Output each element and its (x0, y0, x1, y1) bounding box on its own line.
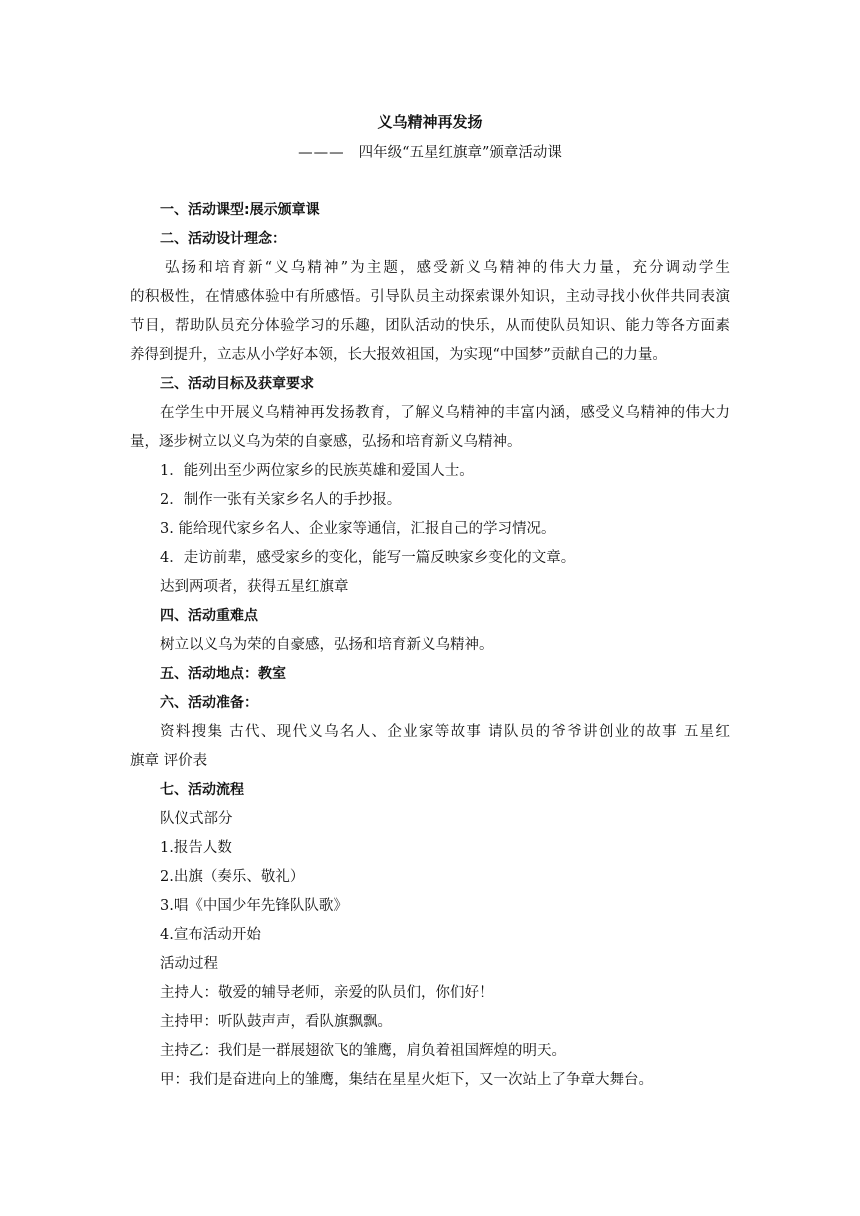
subtitle-dash: ——— (298, 145, 345, 161)
list-item: 4．走访前辈，感受家乡的变化，能写一篇反映家乡变化的文章。 (160, 550, 576, 566)
paragraph-2-line-4: 养得到提升，立志从小学好本领，长大报效祖国，为实现“中国梦”贡献自己的力量。 (130, 347, 667, 363)
subtitle-text: 四年级“五星红旗章”颁章活动课 (358, 145, 562, 161)
flow-item: 3.唱《中国少年先锋队队歌》 (160, 898, 348, 914)
list-item: 3. 能给现代家乡名人、企业家等通信，汇报自己的学习情况。 (160, 521, 556, 537)
list-item: 2．制作一张有关家乡名人的手抄报。 (160, 492, 402, 508)
paragraph-2-line-2: 的积极性，在情感体验中有所感悟。引导队员主动探索课外知识，主动寻找小伙伴共同表演 (130, 289, 730, 305)
paragraph-4: 树立以义乌为荣的自豪感，弘扬和培育新义乌精神。 (160, 637, 494, 653)
paragraph-6-line-1: 资料搜集 古代、现代义乌名人、企业家等故事 请队员的爷爷讲创业的故事 五星红 (160, 724, 730, 740)
paragraph-2-line-3: 节目，帮助队员充分体验学习的乐趣，团队活动的快乐，从而使队员知识、能力等各方面素 (130, 318, 730, 334)
section-heading-6: 六、活动准备： (160, 695, 258, 711)
dialogue-line: 主持甲：听队鼓声声，看队旗飘飘。 (160, 1014, 392, 1030)
dialogue-line: 甲：我们是奋进向上的雏鹰，集结在星星火炬下，又一次站上了争章大舞台。 (160, 1072, 653, 1088)
flow-intro: 队仪式部分 (160, 811, 233, 827)
flow-item: 1.报告人数 (160, 840, 232, 856)
paragraph-6-line-2: 旗章 评价表 (130, 753, 208, 769)
award-requirement: 达到两项者，获得五星红旗章 (160, 579, 349, 595)
process-title: 活动过程 (160, 956, 218, 972)
section-heading-3: 三、活动目标及获章要求 (160, 376, 314, 392)
document-subtitle (0, 141, 860, 162)
section-heading-1: 一、活动课型:展示颁章课 (160, 202, 320, 218)
section-heading-5: 五、活动地点：教室 (160, 666, 286, 682)
paragraph-3-line-1: 在学生中开展义乌精神再发扬教育，了解义乌精神的丰富内涵，感受义乌精神的伟大力 (160, 405, 730, 421)
list-item: 1．能列出至少两位家乡的民族英雄和爱国人士。 (160, 463, 474, 479)
paragraph-2-line-1: 弘扬和培育新“义乌精神”为主题，感受新义乌精神的伟大力量，充分调动学生 (165, 260, 730, 276)
dialogue-line: 主持人：敬爱的辅导老师，亲爱的队员们，你们好！ (160, 985, 494, 1001)
paragraph-3-line-2: 量，逐步树立以义乌为荣的自豪感，弘扬和培育新义乌精神。 (130, 434, 522, 450)
document-body (130, 196, 730, 1095)
flow-item: 4.宣布活动开始 (160, 927, 261, 943)
section-heading-7: 七、活动流程 (160, 782, 244, 798)
document-title: 义乌精神再发扬 (377, 113, 483, 131)
section-heading-2: 二、活动设计理念： (160, 231, 286, 247)
section-heading-4: 四、活动重难点 (160, 608, 258, 624)
dialogue-line: 主持乙：我们是一群展翅欲飞的雏鹰，肩负着祖国辉煌的明天。 (160, 1043, 566, 1059)
flow-item: 2.出旗（奏乐、敬礼） (160, 869, 305, 885)
